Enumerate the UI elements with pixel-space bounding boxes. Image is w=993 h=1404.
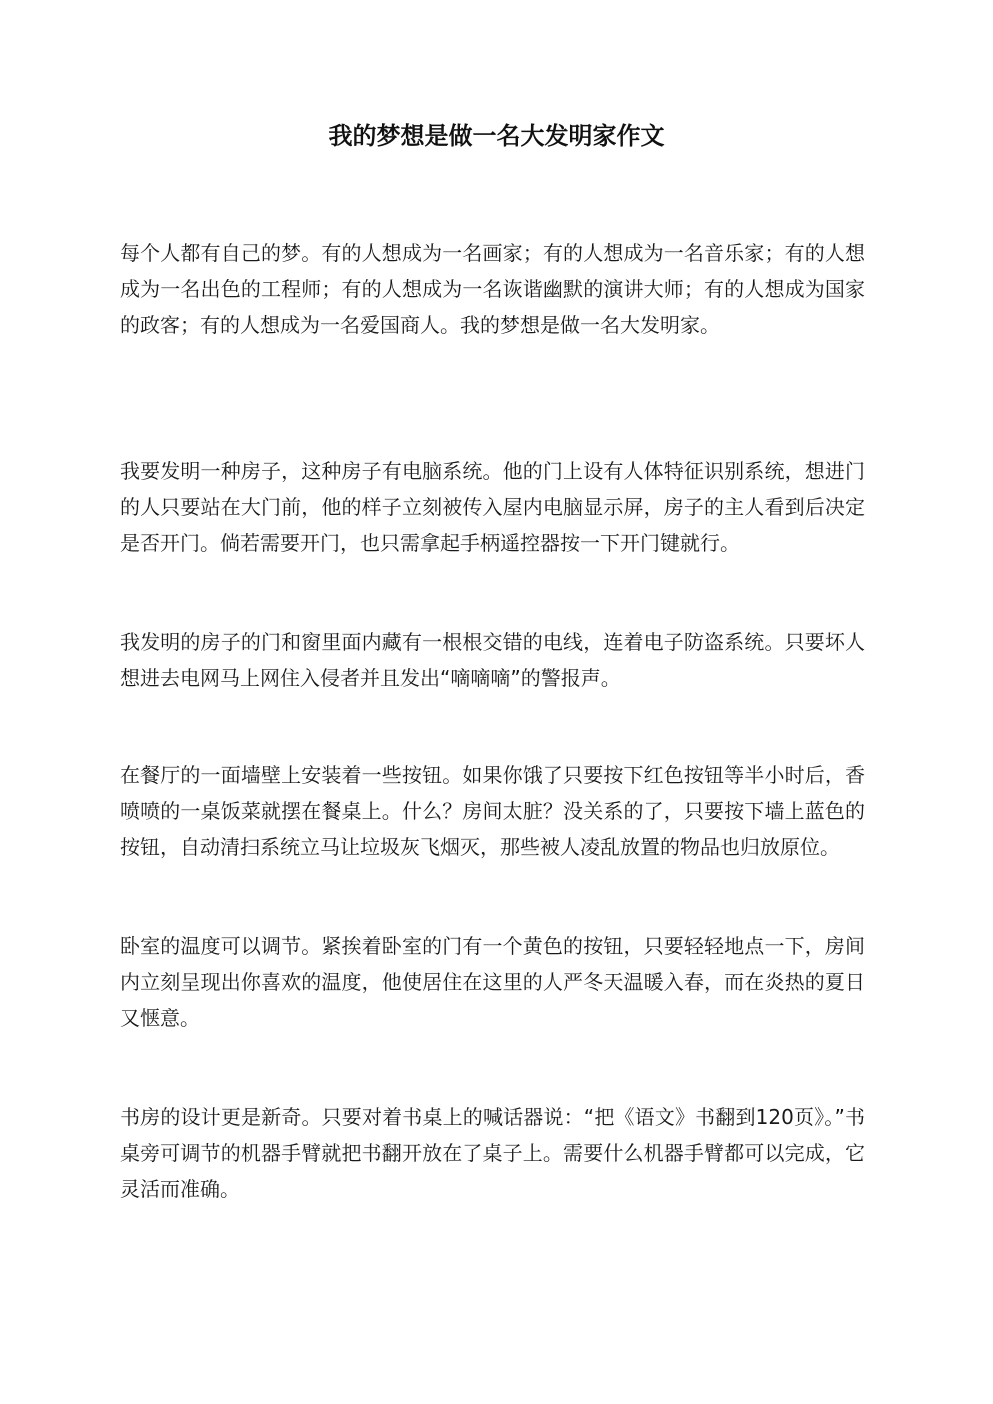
paragraph-6: 书房的设计更是新奇。只要对着书桌上的喊话器说：“把《语文》书翻到120页》。”书桌旁可调节的机器手臂就把书翻开放在了桌子上。需要什么机器手臂都可以完成，它灵活而准确。: [120, 1105, 865, 1201]
paragraph-4: 在餐厅的一面墙壁上安装着一些按钮。如果你饿了只要按下红色按钮等半小时后，香喷喷的一桌饭菜就摆在餐桌上。什么？房间太脏？没关系的了，只要按下墙上蓝色的按钮，自动清扫系统立马让垃圾灰飞烟灭，那些被人凌乱放置的物品也归放原位。: [120, 763, 865, 859]
paragraph-2: 我要发明一种房子，这种房子有电脑系统。他的门上设有人体特征识别系统，想进门的人只要站在大门前，他的样子立刻被传入屋内电脑显示屏，房子的主人看到后决定是否开门。倘若需要开门，也只需拿起手柄遥控器按一下开门键就行。: [120, 459, 865, 555]
paragraph-3: 我发明的房子的门和窗里面内藏有一根根交错的电线，连着电子防盗系统。只要坏人想进去电网马上网住入侵者并且发出“嘀嘀嘀”的警报声。: [120, 630, 865, 690]
paragraph-1: 每个人都有自己的梦。有的人想成为一名画家；有的人想成为一名音乐家；有的人想成为一名出色的工程师；有的人想成为一名诙谐幽默的演讲大师；有的人想成为国家的政客；有的人想成为一名爱国商人。我的梦想是做一名大发明家。: [120, 241, 865, 337]
paragraph-5: 卧室的温度可以调节。紧挨着卧室的门有一个黄色的按钮，只要轻轻地点一下，房间内立刻呈现出你喜欢的温度，他使居住在这里的人严冬天温暖入春，而在炎热的夏日又惬意。: [120, 934, 865, 1030]
document-title: 我的梦想是做一名大发明家作文: [328, 121, 665, 150]
